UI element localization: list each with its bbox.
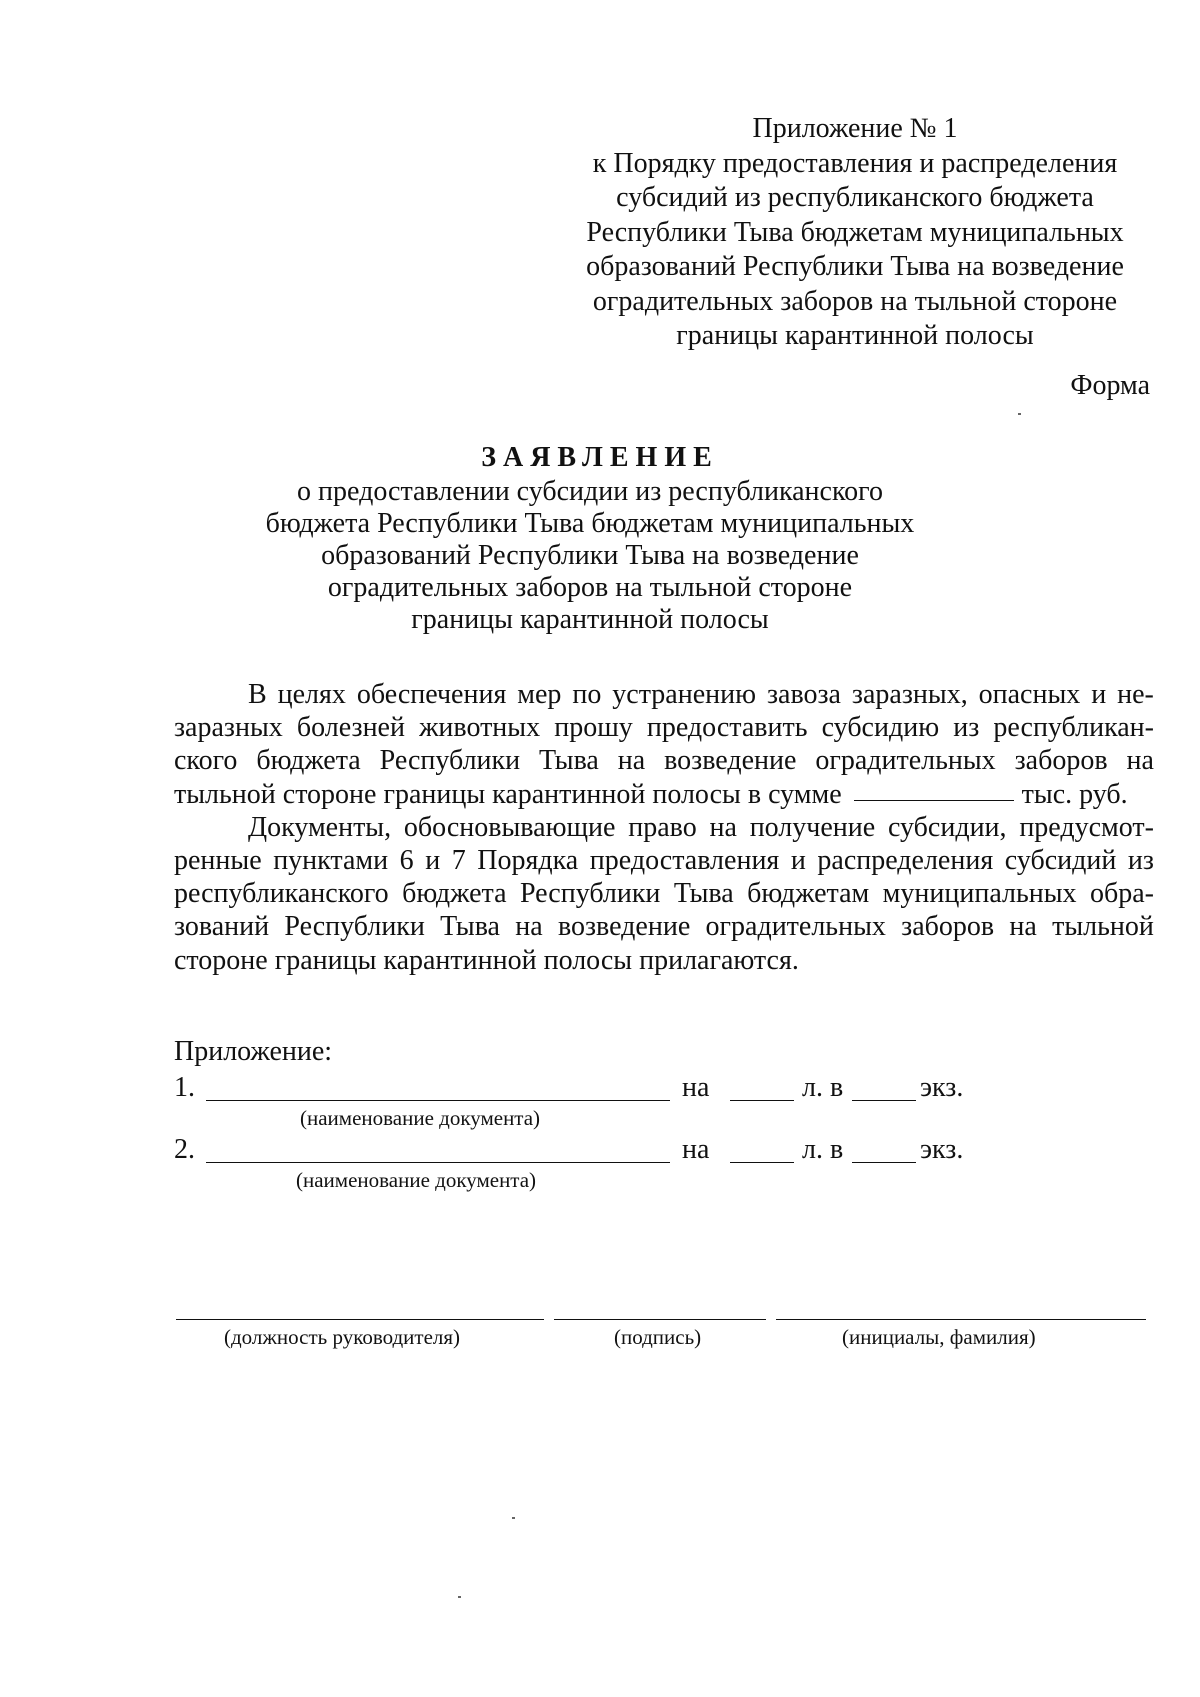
- word: и: [425, 845, 441, 877]
- word: не-: [1117, 679, 1154, 710]
- paragraph-line: [174, 877, 1154, 910]
- copies-count-field[interactable]: [852, 1162, 916, 1163]
- appendix-line: Республики Тыва бюджетам муниципальных: [586, 216, 1124, 248]
- word: тыльной: [1052, 911, 1154, 943]
- word: предусмот-: [1019, 811, 1154, 843]
- position-field[interactable]: [176, 1319, 544, 1320]
- attachment-na: на: [682, 1134, 710, 1165]
- word: Тыва: [539, 745, 599, 777]
- scan-speck: [458, 1596, 461, 1598]
- attachment-copies-label: экз.: [920, 1072, 964, 1103]
- scan-speck: [512, 1517, 515, 1519]
- attachment-number: 1.: [174, 1072, 195, 1103]
- appendix-line: оградительных заборов на тыльной стороне: [592, 285, 1118, 317]
- document-name-caption: (наименование документа): [296, 1168, 537, 1192]
- paragraph-line: [174, 944, 1154, 977]
- word: оградительных: [705, 911, 886, 943]
- word: зований: [174, 911, 270, 943]
- word: целях: [277, 679, 346, 710]
- appendix-header: [570, 112, 1140, 354]
- word: Порядка: [477, 845, 579, 877]
- attachment-row: [174, 1072, 974, 1106]
- word: ренные: [174, 845, 262, 877]
- word: заразных,: [851, 679, 968, 710]
- attachments-title: Приложение:: [174, 1036, 333, 1067]
- attachment-na: на: [682, 1072, 710, 1103]
- word: на: [1126, 745, 1154, 777]
- paragraph-line: [174, 910, 1154, 943]
- document-title: ЗАЯВЛЕНИЕ: [481, 442, 719, 473]
- word: и: [1091, 679, 1107, 710]
- appendix-line: Приложение № 1: [752, 113, 958, 144]
- subtitle-line: оградительных заборов на тыльной стороне: [327, 572, 853, 603]
- word: на: [515, 911, 543, 943]
- document-name-field[interactable]: [206, 1100, 670, 1101]
- amount-blank-field[interactable]: [854, 778, 1014, 801]
- word: и: [790, 845, 806, 877]
- word: Республики: [519, 878, 661, 910]
- word: мер: [517, 679, 562, 710]
- word: 6: [399, 845, 414, 877]
- word: возведение: [557, 911, 691, 943]
- word: обеспечения: [356, 679, 507, 710]
- full-name-caption: (инициалы, фамилия): [842, 1325, 1036, 1349]
- word: В: [248, 679, 267, 710]
- subtitle-line: о предоставлении субсидии из республиканского: [297, 476, 883, 507]
- signature-caption: (подпись): [614, 1325, 702, 1349]
- attachment-number: 2.: [174, 1134, 195, 1165]
- word: на: [617, 745, 646, 777]
- word: на: [709, 811, 737, 843]
- attachment-row: [174, 1134, 974, 1168]
- word: из: [953, 712, 980, 744]
- word: получение: [749, 811, 876, 843]
- signature-field[interactable]: [554, 1319, 766, 1320]
- word: из: [1127, 845, 1154, 877]
- paragraph-line: [174, 811, 1154, 844]
- word: бюджета: [256, 745, 361, 777]
- subtitle-line: образований Республики Тыва на возведение: [321, 540, 859, 571]
- word: заборов: [901, 911, 995, 943]
- word: Республики: [284, 911, 425, 943]
- word: субсидию: [821, 712, 940, 744]
- word: завоза: [766, 679, 841, 710]
- pages-count-field[interactable]: [730, 1100, 794, 1101]
- word: ского: [174, 745, 238, 777]
- paragraph-line: [174, 711, 1154, 744]
- word: предоставления: [589, 845, 780, 877]
- document-name-caption: (наименование документа): [300, 1106, 541, 1130]
- attachment-pages-label: л. в: [802, 1134, 844, 1165]
- word: предоставить: [646, 712, 808, 744]
- word: на: [1009, 911, 1037, 943]
- body-text: [174, 678, 1154, 977]
- word: субсидий: [1004, 845, 1117, 877]
- word: болезней: [296, 712, 405, 744]
- word: Республики: [379, 745, 521, 777]
- paragraph-line: [174, 678, 1154, 711]
- word: республикан-: [993, 712, 1154, 744]
- paragraph-line: [174, 844, 1154, 877]
- paragraph-line: [174, 744, 1154, 777]
- appendix-line: границы карантинной полосы: [676, 320, 1034, 351]
- paragraph-line: [174, 778, 1154, 811]
- subtitle-line: бюджета Республики Тыва бюджетам муниципальных: [265, 508, 915, 539]
- document-name-field[interactable]: [206, 1162, 670, 1163]
- full-name-field[interactable]: [776, 1319, 1146, 1320]
- word: Тыва: [673, 878, 734, 910]
- word: прошу: [554, 712, 633, 744]
- word: пунктами: [273, 845, 389, 877]
- word: животных: [419, 712, 541, 744]
- appendix-line: образований Республики Тыва на возведение: [586, 251, 1124, 282]
- word: бюджета: [402, 878, 507, 910]
- word: муниципальных: [882, 878, 1077, 910]
- word: возведение: [664, 745, 797, 777]
- word: устранению: [612, 679, 757, 710]
- pages-count-field[interactable]: [730, 1162, 794, 1163]
- document-subtitle: [240, 476, 940, 636]
- copies-count-field[interactable]: [852, 1100, 916, 1101]
- attachment-pages-label: л. в: [802, 1072, 844, 1103]
- word: по: [572, 679, 602, 710]
- word: распределения: [817, 845, 994, 877]
- word: бюджетам: [747, 878, 870, 910]
- form-label: Форма: [1070, 370, 1150, 401]
- word: Тыва: [440, 911, 500, 943]
- word: Документы,: [248, 811, 392, 843]
- word: право: [628, 811, 697, 843]
- word: обосновывающие: [403, 811, 616, 843]
- appendix-line: к Порядку предоставления и распределения: [592, 147, 1118, 179]
- attachment-copies-label: экз.: [920, 1134, 964, 1165]
- subtitle-line: границы карантинной полосы: [411, 604, 769, 635]
- word: обра-: [1089, 878, 1154, 910]
- word: субсидии,: [887, 811, 1007, 843]
- word: заразных: [174, 712, 283, 744]
- amount-text-before: тыльной стороне границы карантинной полосы в сумме: [174, 778, 842, 810]
- word: заборов: [1014, 745, 1108, 777]
- word: республиканского: [174, 878, 389, 910]
- paragraph-last-text: стороне границы карантинной полосы прилагаются.: [174, 944, 799, 976]
- word: 7: [451, 845, 466, 877]
- appendix-line: субсидий из республиканского бюджета: [616, 182, 1094, 213]
- word: оградительных: [815, 745, 996, 777]
- scan-speck: [1018, 413, 1021, 415]
- word: опасных: [978, 679, 1081, 710]
- amount-text-after: тыс. руб.: [1021, 778, 1128, 810]
- position-caption: (должность руководителя): [224, 1325, 461, 1349]
